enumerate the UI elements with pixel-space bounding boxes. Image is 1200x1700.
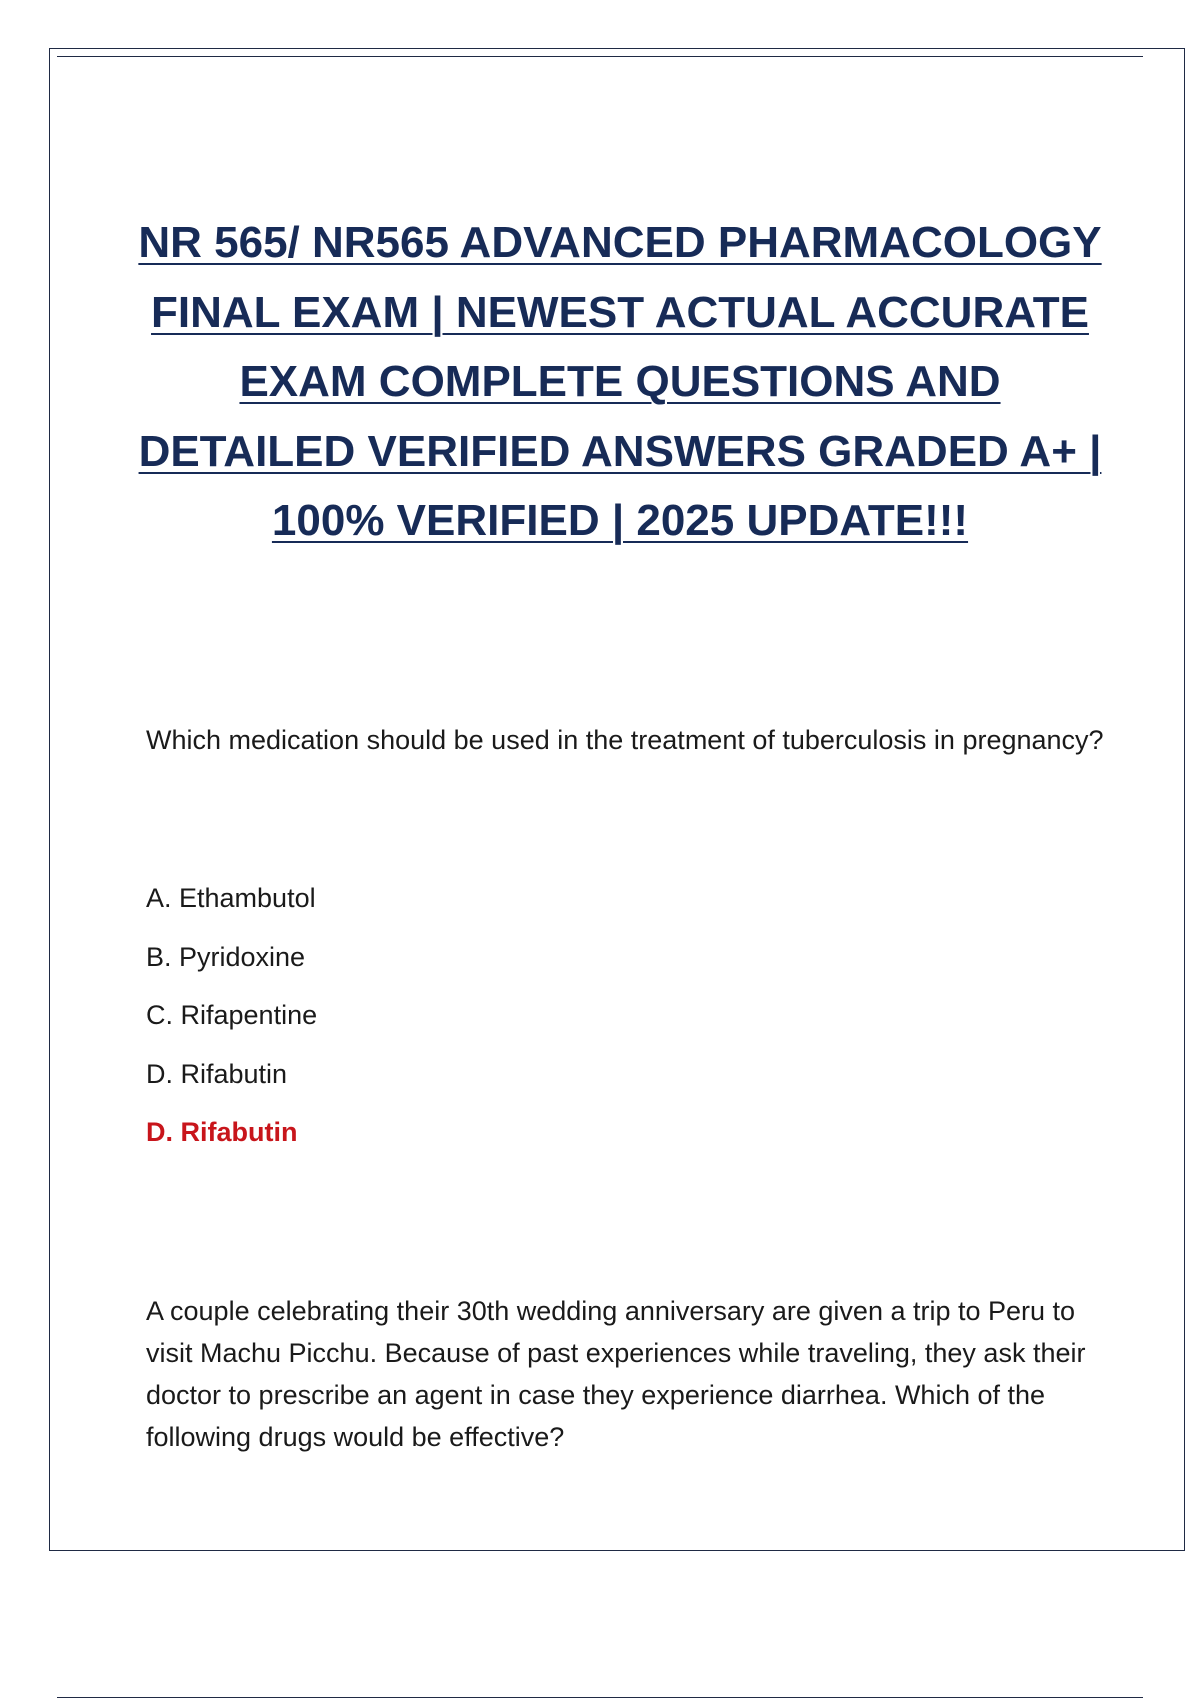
question-2-text: A couple celebrating their 30th wedding anniversary are given a trip to Peru to visit Machu Picchu. Because of past experiences while traveling, they ask their doctor to prescribe an agent in case they experience diarrhea. Which of the following drugs would be effective?	[146, 1296, 1086, 1452]
option-c: C. Rifapentine	[146, 1000, 318, 1030]
option-b: B. Pyridoxine	[146, 941, 306, 972]
option-d: D. Rifabutin	[146, 1058, 288, 1089]
option-a: A. Ethambutol	[146, 883, 316, 913]
top-rule	[57, 56, 1143, 57]
bottom-rule	[57, 1697, 1143, 1698]
question-1-answer: D. Rifabutin	[146, 1117, 298, 1147]
document-title-text: NR 565/ NR565 ADVANCED PHARMACOLOGY FINAL EXAM | NEWEST ACTUAL ACCURATE EXAM COMPLETE QUESTIONS AND DETAILED VERIFIED ANSWERS GRADED A+ | 100% VERIFIED | 2025 UPDATE!!!	[138, 218, 1102, 545]
question-1-text: Which medication should be used in the treatment of tuberculosis in pregnancy?	[146, 725, 1104, 755]
question-1-options	[146, 877, 317, 1111]
document-title	[130, 208, 1110, 556]
